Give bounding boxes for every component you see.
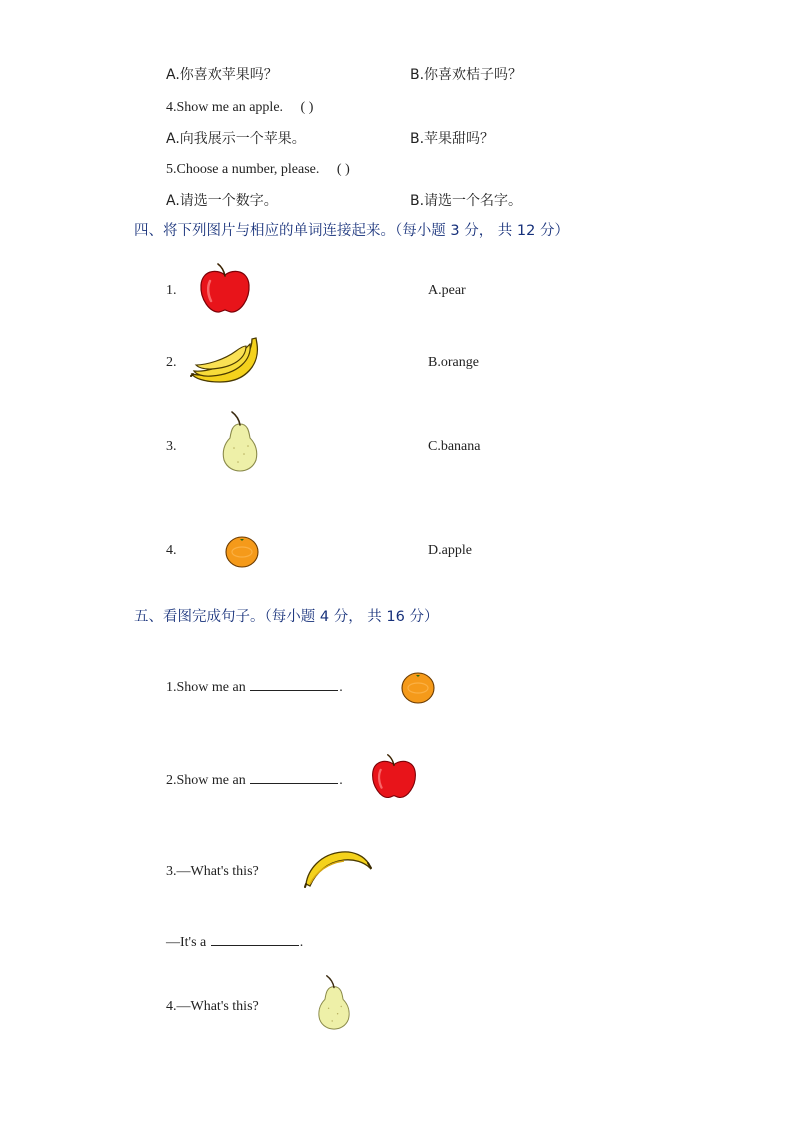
sec5-q3-answer-prefix: —It's a xyxy=(166,935,207,950)
q5-answer-paren: ( ) xyxy=(336,162,350,177)
q4-question xyxy=(166,99,313,117)
banana-icon xyxy=(302,848,372,888)
sec5-q2-answer-blank[interactable] xyxy=(250,770,338,784)
apple-icon xyxy=(370,752,418,802)
q4-answer-paren: ( ) xyxy=(300,100,314,115)
sec5-q3-answer xyxy=(166,932,303,952)
section-5-title-text: 五、看图完成句子。 xyxy=(134,609,265,625)
sec5-q1 xyxy=(166,677,343,697)
match-word-b: B.orange xyxy=(428,355,479,370)
section-5-title xyxy=(134,608,438,626)
q5-question xyxy=(166,161,350,179)
banana-icon xyxy=(190,336,262,386)
q5-prompt: 5.Choose a number, please. xyxy=(166,162,320,177)
orange-icon xyxy=(224,535,260,569)
section-4-score: （每小题 3 分， 共 12 分） xyxy=(395,223,569,239)
q4-prompt: 4.Show me an apple. xyxy=(166,100,284,115)
match-word-c: C.banana xyxy=(428,439,481,454)
q5-option-b: B.请选一个名字。 xyxy=(410,193,523,209)
q5-option-a: A.请选一个数字。 xyxy=(166,193,278,209)
orange-icon xyxy=(400,671,436,705)
sec5-q3-prompt: 3.—What's this? xyxy=(166,864,259,879)
sec5-q2-period: . xyxy=(339,773,343,788)
q4-option-a: A.向我展示一个苹果。 xyxy=(166,131,306,147)
section-4-title-text: 四、将下列图片与相应的单词连接起来。 xyxy=(134,223,395,239)
pear-icon xyxy=(314,974,354,1030)
sec5-q3-period: . xyxy=(299,935,304,950)
match-item-2-number: 2. xyxy=(166,355,177,370)
sec5-q1-prompt: 1.Show me an xyxy=(166,680,246,695)
match-word-a: A.pear xyxy=(428,283,466,298)
section-5-score: （每小题 4 分， 共 16 分） xyxy=(264,609,439,625)
apple-icon xyxy=(198,263,252,315)
sec5-q4-prompt: 4.—What's this? xyxy=(166,999,259,1014)
pear-icon xyxy=(218,410,262,472)
match-word-d: D.apple xyxy=(428,543,472,558)
q3-option-b: B.你喜欢桔子吗？ xyxy=(410,67,523,83)
match-item-3-number: 3. xyxy=(166,439,177,454)
match-item-4-number: 4. xyxy=(166,543,177,558)
sec5-q2 xyxy=(166,770,343,790)
sec5-q3-answer-blank[interactable] xyxy=(211,932,299,946)
sec5-q1-period: . xyxy=(339,680,343,695)
match-item-1-number: 1. xyxy=(166,283,177,298)
section-4-title xyxy=(134,222,569,240)
sec5-q2-prompt: 2.Show me an xyxy=(166,773,246,788)
q4-option-b: B.苹果甜吗？ xyxy=(410,131,495,147)
q3-option-a: A.你喜欢苹果吗？ xyxy=(166,67,278,83)
sec5-q1-answer-blank[interactable] xyxy=(250,677,338,691)
